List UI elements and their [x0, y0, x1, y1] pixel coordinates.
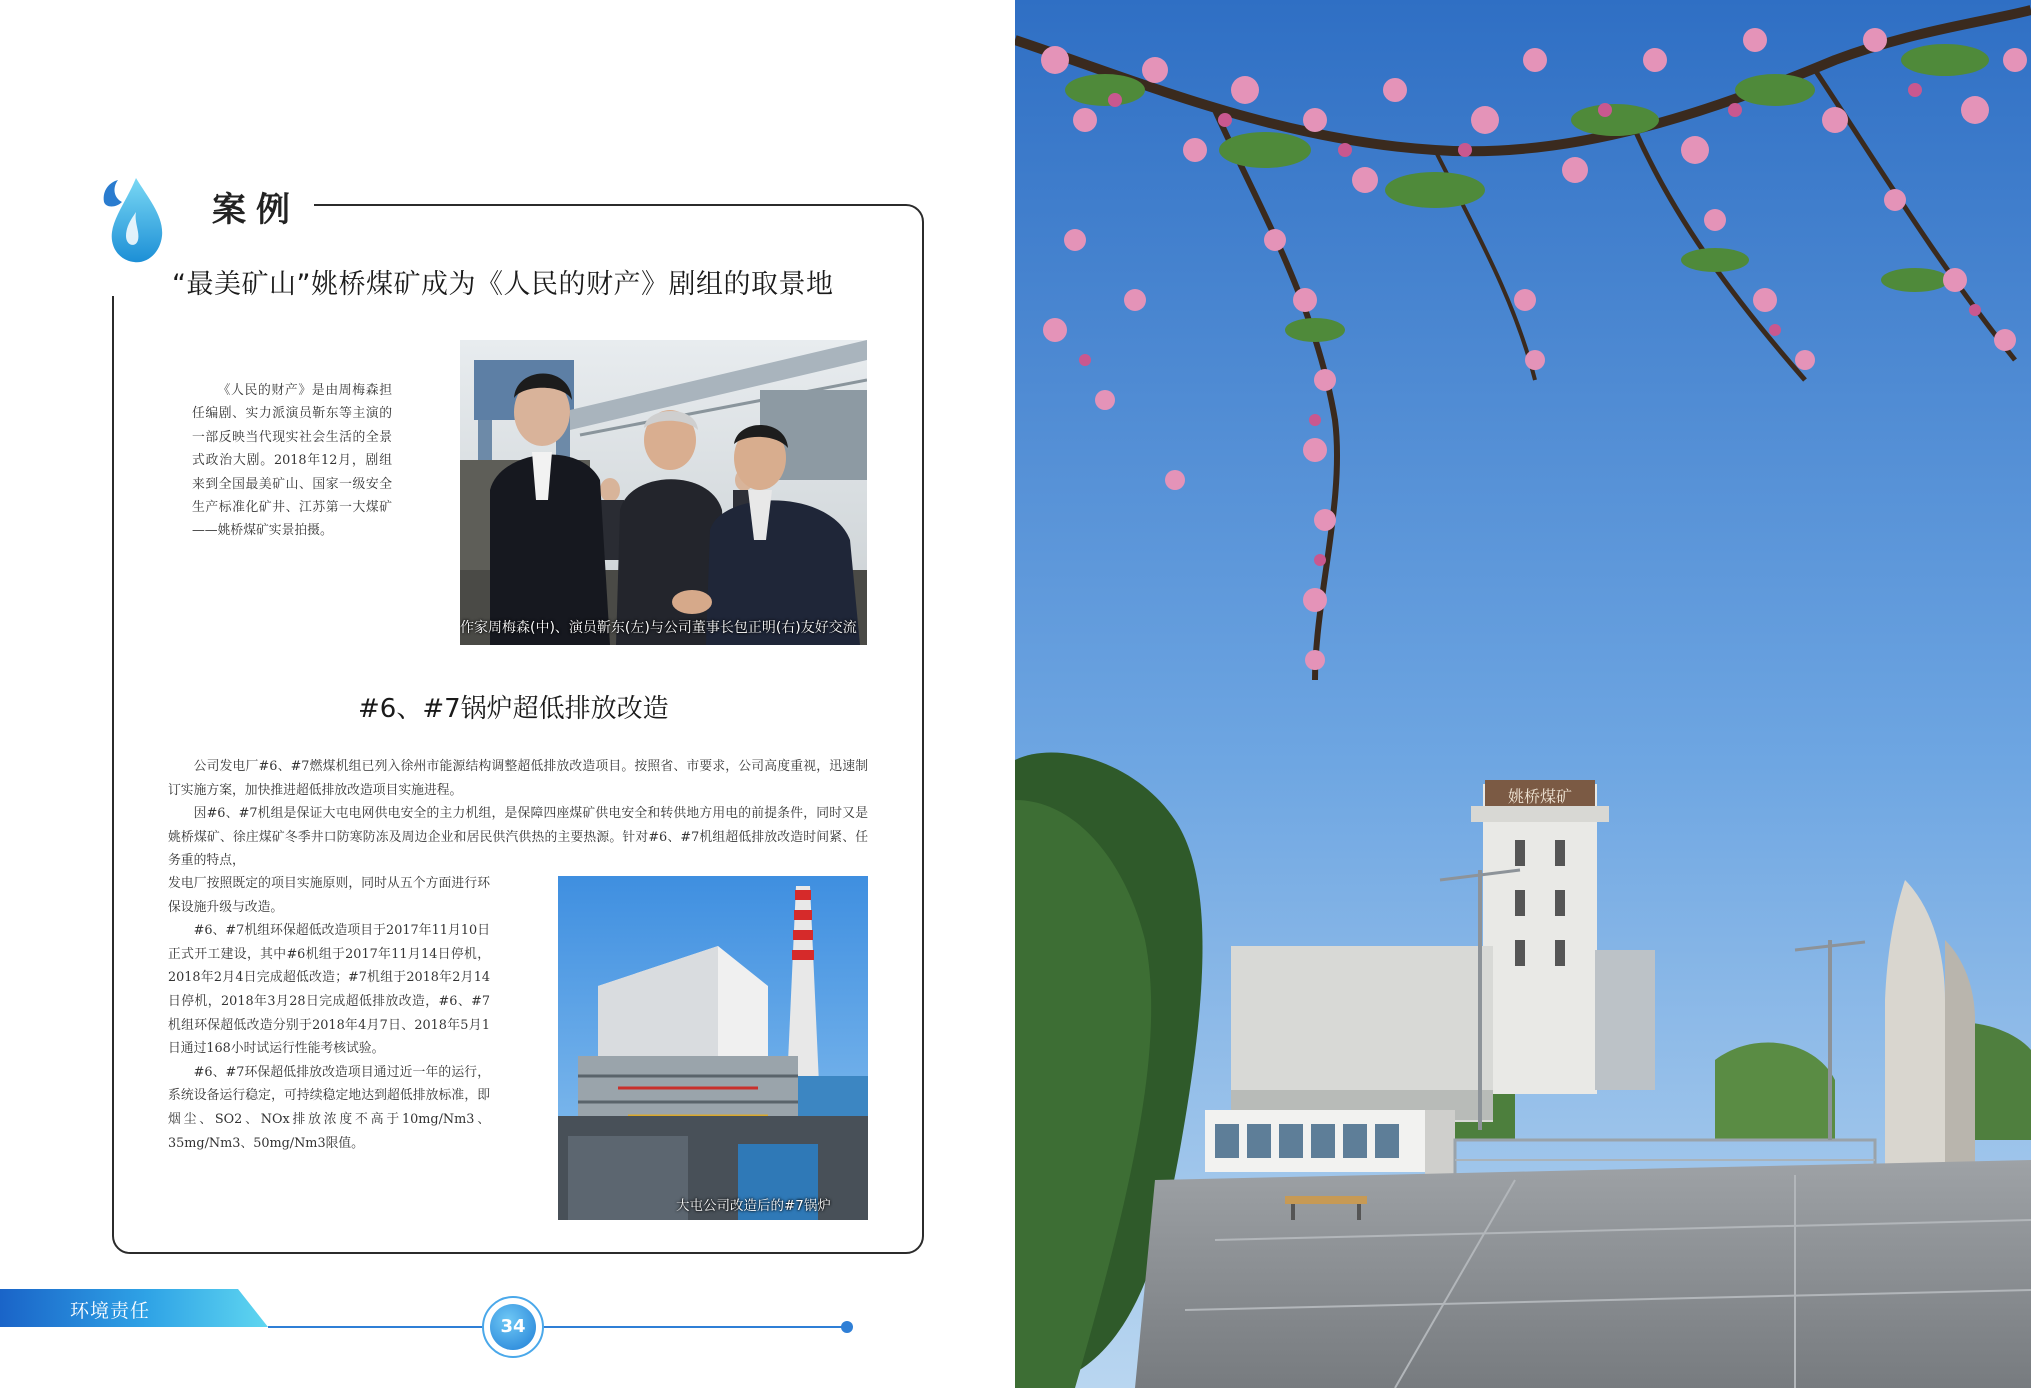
- gate-sign-text: 姚桥煤矿: [1507, 787, 1573, 806]
- case2-photo: [558, 876, 868, 1220]
- case1-photo: [460, 340, 867, 645]
- footer-rule-dot: [841, 1321, 853, 1333]
- case2-text-wide: [168, 755, 868, 873]
- case2-paragraph: #6、#7机组环保超低改造项目于2017年11月10日正式开工建设，其中#6机组于2017年11月14日停机，2018年2月4日完成超低改造；#7机组于2018年2月14日停机，2018年3月28日完成超低排放改造，#6、#7机组环保超低改造分别于2018年4月7日、2018年5月1日通过168小时试运行性能考核试验。: [168, 923, 490, 1057]
- case2-text-column: [168, 872, 490, 1155]
- case2-title: #6、#7锅炉超低排放改造: [358, 694, 669, 724]
- water-drop-icon: [96, 176, 172, 266]
- meeting-photo-illustration: [460, 340, 867, 645]
- left-page: [0, 0, 1015, 1388]
- mine-gate-photo: [1015, 0, 2031, 1388]
- page-number-badge: [482, 1296, 544, 1358]
- footer-rule: [268, 1326, 848, 1328]
- case2-photo-caption: 大屯公司改造后的#7锅炉: [676, 1198, 831, 1214]
- case-label: 案例: [212, 190, 300, 230]
- case1-title: “最美矿山”姚桥煤矿成为《人民的财产》剧组的取景地: [172, 269, 834, 300]
- footer-section-label: 环境责任: [70, 1300, 151, 1322]
- mine-gate-illustration: [1015, 0, 2031, 1388]
- case2-paragraph: #6、#7环保超低排放改造项目通过近一年的运行，系统设备运行稳定，可持续稳定地达到超低排放标准，即烟尘、SO2、NOx排放浓度不高于10mg/Nm3、35mg/Nm3、50mg/Nm3限值。: [168, 1064, 490, 1151]
- boiler-photo-illustration: [558, 876, 868, 1220]
- case2-paragraph: 公司发电厂#6、#7燃煤机组已列入徐州市能源结构调整超低排放改造项目。按照省、市要求，公司高度重视，迅速制订实施方案，加快推进超低排放改造项目实施进程。: [168, 759, 868, 798]
- page-number: 34: [490, 1304, 536, 1350]
- case2-paragraph: 因#6、#7机组是保证大屯电网供电安全的主力机组，是保障四座煤矿供电安全和转供地方用电的前提条件，同时又是姚桥煤矿、徐庄煤矿冬季井口防寒防冻及周边企业和居民供汽供热的主要热源。针对#6、#7机组超低排放改造时间紧、任务重的特点，: [168, 806, 868, 869]
- case2-paragraph: 发电厂按照既定的项目实施原则，同时从五个方面进行环保设施升级与改造。: [168, 876, 490, 915]
- case1-intro: 《人民的财产》是由周梅森担任编剧、实力派演员靳东等主演的一部反映当代现实社会生活的全景式政治大剧。2018年12月，剧组来到全国最美矿山、国家一级安全生产标准化矿井、江苏第一大煤矿——姚桥煤矿实景拍摄。: [192, 383, 392, 539]
- case1-photo-caption: 作家周梅森(中)、演员靳东(左)与公司董事长包正明(右)友好交流: [460, 620, 857, 636]
